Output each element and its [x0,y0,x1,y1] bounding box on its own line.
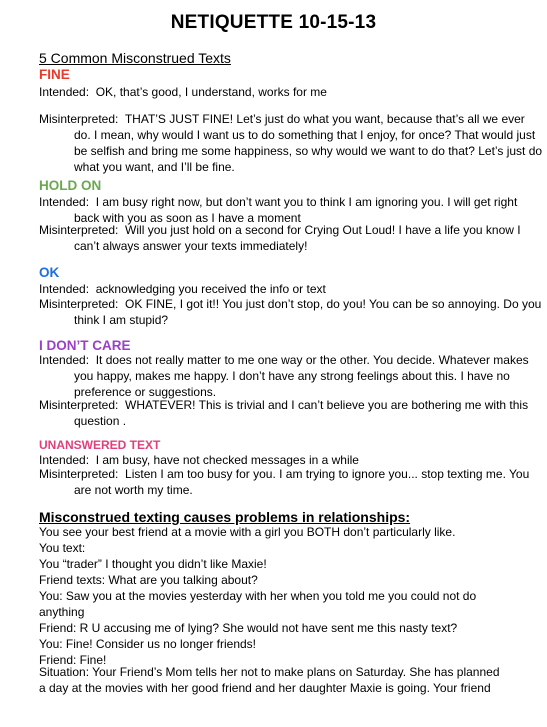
subheading: 5 Common Misconstrued Texts [39,50,231,66]
page-title: NETIQUETTE 10-15-13 [170,12,377,33]
dialogue-line: Friend: Fine! [39,653,107,667]
intended-label: Intended: [39,195,90,209]
intended-label: Intended: [39,453,90,467]
intended-text: I am busy right now, but don’t want you to think I am ignoring you. I will get right back with you as soon as I have a moment [74,195,518,225]
misinterpreted-text: THAT’S JUST FINE! Let’s just do what you want, because that’s all we ever do. I mean, why would I want us to do something that I enjoy, for once? That would just be selfish and bring me some happiness, so why would we want to do that? Let’s just do what you want, and I’ll be fine. [74,112,543,174]
dialogue-line: You: Fine! Consider us no longer friends! [39,637,257,651]
dialogue-line: You “trader” I thought you didn’t like Maxie! [39,557,267,571]
misinterpreted-label: Misinterpreted: [39,223,119,237]
misinterpreted-text: Will you just hold on a second for Crying Out Loud! I have a life you know I can’t always answer your texts immediately! [74,223,521,253]
heading-unanswered-text: UNANSWERED TEXT [39,438,161,452]
heading-ok: OK [39,265,60,280]
intended-text: It does not really matter to me one way or the other. You decide. Whatever makes you happy, makes me happy. I don’t have any strong feelings about this. I have no preference or suggestions. [74,353,529,399]
dont-care-intended [39,352,544,400]
dialogue-line: Friend texts: What are you talking about? [39,573,258,587]
ok-intended [39,281,544,297]
dialogue-line: You text: [39,541,86,555]
dialogue-line: You: Saw you at the movies yesterday with her when you told me you could not do anything [39,589,477,619]
fine-misinterpreted [39,111,544,175]
misinterpreted-text: OK FINE, I got it!! You just don’t stop, do you! You can be so annoying. Do you think I am stupid? [74,297,542,327]
fine-intended [39,84,519,100]
misinterpreted-text: WHATEVER! This is trivial and I can’t believe you are bothering me with this question . [74,398,529,428]
misinterpreted-label: Misinterpreted: [39,297,119,311]
unanswered-misinterpreted [39,466,544,498]
heading-fine: FINE [39,67,70,82]
intended-label: Intended: [39,353,90,367]
relationships-dialogue [39,524,519,668]
ok-misinterpreted [39,296,544,328]
intended-label: Intended: [39,85,90,99]
dialogue-line: You see your best friend at a movie with a girl you BOTH don’t particularly like. [39,525,456,539]
relationships-heading: Misconstrued texting causes problems in relationships: [39,509,411,525]
misinterpreted-label: Misinterpreted: [39,112,119,126]
misinterpreted-label: Misinterpreted: [39,467,119,481]
hold-on-misinterpreted [39,222,544,254]
intended-text: OK, that’s good, I understand, works for me [95,85,327,99]
dialogue-line: Friend: R U accusing me of lying? She would not have sent me this nasty text? [39,621,458,635]
misinterpreted-label: Misinterpreted: [39,398,119,412]
intended-text: I am busy, have not checked messages in a while [95,453,359,467]
heading-hold-on: HOLD ON [39,178,102,193]
dont-care-misinterpreted [39,397,544,429]
intended-text: acknowledging you received the info or text [95,282,326,296]
misinterpreted-text: Listen I am too busy for you. I am trying to ignore you... stop texting me. You are not worth my time. [74,467,530,497]
heading-i-dont-care: I DON’T CARE [39,338,131,353]
situation-paragraph: Situation: Your Friend’s Mom tells her not to make plans on Saturday. She has planned a day at the movies with her good friend and her daughter Maxie is going. Your friend [39,665,500,695]
intended-label: Intended: [39,282,90,296]
